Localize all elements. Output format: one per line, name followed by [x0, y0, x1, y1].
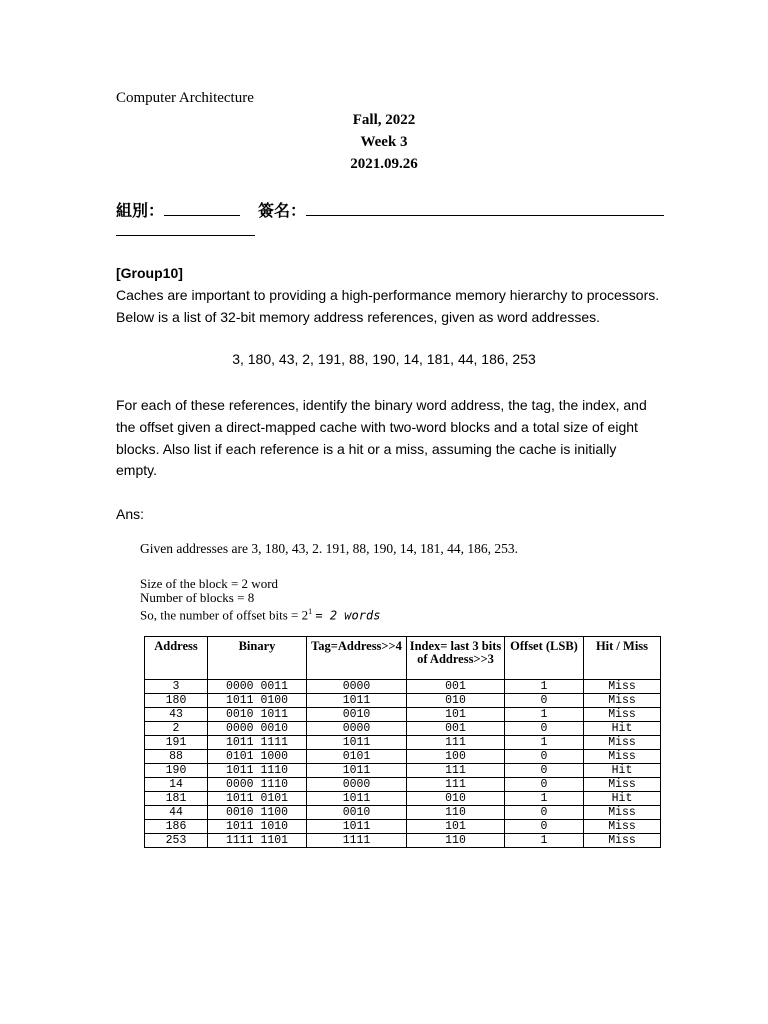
cell-address: 43 — [145, 708, 208, 722]
cell-tag: 0101 — [307, 750, 407, 764]
table-row — [145, 722, 661, 736]
table-row — [145, 834, 661, 848]
cell-binary: 1011 1010 — [208, 820, 307, 834]
table-row — [145, 806, 661, 820]
cell-index: 010 — [407, 792, 505, 806]
cell-hit-miss: Miss — [584, 736, 661, 750]
cell-offset: 0 — [505, 806, 584, 820]
cell-address: 186 — [145, 820, 208, 834]
cell-binary: 0000 1110 — [208, 778, 307, 792]
cell-hit-miss: Miss — [584, 750, 661, 764]
cell-tag: 1011 — [307, 820, 407, 834]
table-row — [145, 778, 661, 792]
cell-hit-miss: Miss — [584, 834, 661, 848]
signature-blank — [306, 214, 664, 216]
cell-offset: 1 — [505, 680, 584, 694]
cell-index: 101 — [407, 820, 505, 834]
cell-index: 100 — [407, 750, 505, 764]
cell-hit-miss: Hit — [584, 764, 661, 778]
cell-address: 88 — [145, 750, 208, 764]
cell-index: 111 — [407, 736, 505, 750]
group-blank — [164, 214, 240, 216]
cell-binary: 1011 0100 — [208, 694, 307, 708]
question-intro: Caches are important to providing a high-performance memory hierarchy to processors. Below is a list of 32-bit memory address references, given as word addresses. — [116, 287, 660, 325]
cell-index: 001 — [407, 722, 505, 736]
cell-offset: 1 — [505, 834, 584, 848]
offset-bits — [140, 605, 380, 622]
cell-index: 110 — [407, 834, 505, 848]
offset-bits-exponent: 1 — [308, 607, 313, 616]
cell-binary: 0000 0010 — [208, 722, 307, 736]
cell-offset: 0 — [505, 820, 584, 834]
table-row — [145, 792, 661, 806]
answer-table — [144, 636, 661, 848]
table-row — [145, 764, 661, 778]
cell-address: 180 — [145, 694, 208, 708]
cell-tag: 0010 — [307, 708, 407, 722]
table-row — [145, 694, 661, 708]
signature-label: 簽名： — [258, 203, 307, 220]
cell-tag: 1011 — [307, 694, 407, 708]
cell-index: 101 — [407, 708, 505, 722]
cell-hit-miss: Miss — [584, 806, 661, 820]
cell-binary: 0010 1100 — [208, 806, 307, 820]
cell-tag: 0000 — [307, 680, 407, 694]
header-address: Address — [145, 637, 208, 680]
cell-hit-miss: Miss — [584, 680, 661, 694]
course-title: Computer Architecture — [116, 90, 254, 106]
address-list: 3, 180, 43, 2, 191, 88, 190, 14, 181, 44, 186, 253 — [232, 351, 536, 367]
table-row — [145, 736, 661, 750]
cell-address: 190 — [145, 764, 208, 778]
cell-binary: 0000 0011 — [208, 680, 307, 694]
cell-binary: 1111 1101 — [208, 834, 307, 848]
cell-address: 14 — [145, 778, 208, 792]
cell-address: 191 — [145, 736, 208, 750]
offset-bits-prefix: So, the number of offset bits = 2 — [140, 607, 309, 623]
cell-binary: 1011 1110 — [208, 764, 307, 778]
cell-offset: 0 — [505, 694, 584, 708]
cell-hit-miss: Miss — [584, 694, 661, 708]
cell-index: 010 — [407, 694, 505, 708]
week: Week 3 — [360, 134, 408, 150]
cell-hit-miss: Miss — [584, 778, 661, 792]
cell-binary: 0101 1000 — [208, 750, 307, 764]
cell-address: 44 — [145, 806, 208, 820]
cell-offset: 0 — [505, 750, 584, 764]
cell-offset: 1 — [505, 792, 584, 806]
cell-offset: 0 — [505, 722, 584, 736]
signature-blank-continued — [116, 235, 255, 236]
header-offset: Offset (LSB) — [505, 637, 584, 680]
cell-hit-miss: Hit — [584, 792, 661, 806]
question-task: For each of these references, identify the binary word address, the tag, the index, and the offset given a direct-mapped cache with two-word blocks and a total size of eight blocks. Also list if each reference is a hit or a miss, assuming the cache is initially empty. — [116, 397, 647, 479]
cell-offset: 1 — [505, 708, 584, 722]
cell-index: 110 — [407, 806, 505, 820]
table-row — [145, 680, 661, 694]
cell-hit-miss: Hit — [584, 722, 661, 736]
sign-row — [116, 198, 664, 221]
block-size: Size of the block = 2 word — [140, 576, 279, 591]
cell-offset: 0 — [505, 764, 584, 778]
cell-index: 001 — [407, 680, 505, 694]
offset-bits-result: = 2 words — [315, 608, 381, 623]
given-addresses: Given addresses are 3, 180, 43, 2. 191, 88, 190, 14, 181, 44, 186, 253. — [140, 541, 518, 556]
cell-binary: 1011 0101 — [208, 792, 307, 806]
cell-hit-miss: Miss — [584, 820, 661, 834]
cell-address: 181 — [145, 792, 208, 806]
answer-label: Ans: — [116, 506, 145, 522]
header-hit-miss: Hit / Miss — [584, 637, 661, 680]
table-row — [145, 708, 661, 722]
cell-binary: 0010 1011 — [208, 708, 307, 722]
cell-hit-miss: Miss — [584, 708, 661, 722]
cell-offset: 0 — [505, 778, 584, 792]
cell-offset: 1 — [505, 736, 584, 750]
cell-tag: 1111 — [307, 834, 407, 848]
cell-tag: 0010 — [307, 806, 407, 820]
cell-binary: 1011 1111 — [208, 736, 307, 750]
date: 2021.09.26 — [350, 156, 418, 172]
cell-address: 253 — [145, 834, 208, 848]
cell-index: 111 — [407, 778, 505, 792]
cell-address: 2 — [145, 722, 208, 736]
cell-tag: 1011 — [307, 792, 407, 806]
group-label: 組別： — [116, 203, 165, 220]
table-header-row — [145, 637, 661, 680]
cell-tag: 1011 — [307, 736, 407, 750]
cell-address: 3 — [145, 680, 208, 694]
header-tag: Tag=Address>>4 — [307, 637, 407, 680]
number-of-blocks: Number of blocks = 8 — [140, 590, 255, 605]
header-index: Index= last 3 bits of Address>>3 — [407, 637, 505, 680]
group-tag: [Group10] — [116, 265, 183, 281]
cell-tag: 0000 — [307, 722, 407, 736]
cell-index: 111 — [407, 764, 505, 778]
table-row — [145, 820, 661, 834]
table-body — [145, 680, 661, 848]
table-row — [145, 750, 661, 764]
cell-tag: 0000 — [307, 778, 407, 792]
cell-tag: 1011 — [307, 764, 407, 778]
semester: Fall, 2022 — [352, 112, 416, 128]
header-binary: Binary — [208, 637, 307, 680]
